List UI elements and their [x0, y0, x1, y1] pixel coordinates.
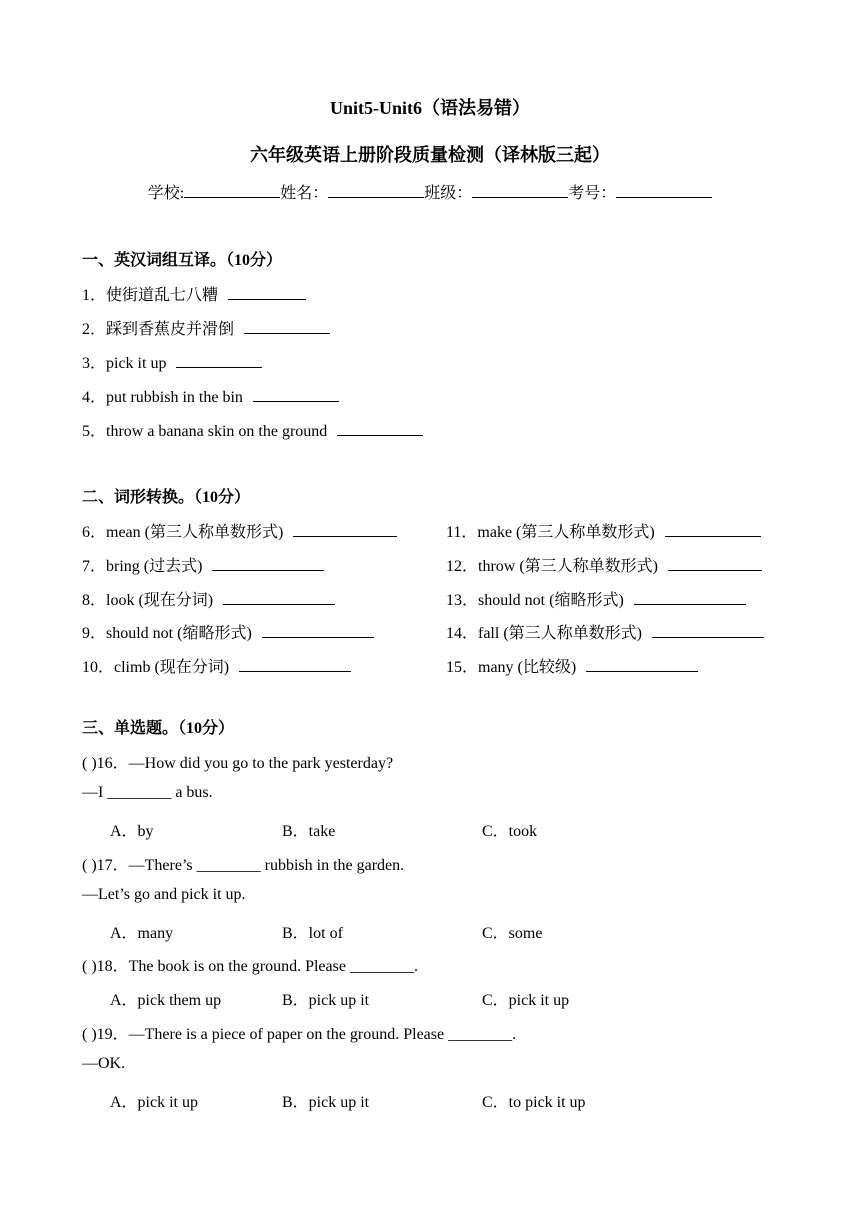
- list-item: [446, 553, 762, 576]
- school-label: 学校:: [147, 185, 185, 202]
- option-c[interactable]: C．pick it up: [482, 992, 570, 1009]
- answer-blank[interactable]: [634, 589, 746, 605]
- option-a[interactable]: A．pick it up: [110, 1094, 198, 1111]
- answer-blank[interactable]: [293, 521, 397, 537]
- answer-blank[interactable]: [176, 352, 262, 368]
- option-c[interactable]: C．to pick it up: [482, 1094, 586, 1111]
- list-item: [82, 418, 423, 441]
- item-text: 12．throw (第三人称单数形式): [446, 558, 658, 575]
- list-item: [82, 519, 397, 542]
- item-text: 6．mean (第三人称单数形式): [82, 524, 284, 541]
- item-text: 1．使街道乱七八糟: [82, 287, 219, 304]
- item-text: 7．bring (过去式): [82, 558, 203, 575]
- question-18-stem: ( )18．The book is on the ground. Please ________.: [82, 958, 418, 975]
- question-19-line2: —OK.: [82, 1055, 126, 1072]
- item-text: 4．put rubbish in the bin: [82, 389, 243, 406]
- item-text: 10．climb (现在分词): [82, 659, 230, 676]
- answer-blank[interactable]: [337, 420, 423, 436]
- answer-blank[interactable]: [244, 318, 330, 334]
- option-c[interactable]: C．some: [482, 925, 543, 942]
- item-text: 8．look (现在分词): [82, 592, 214, 609]
- option-b[interactable]: B．take: [282, 823, 336, 840]
- item-text: 2．踩到香蕉皮并滑倒: [82, 321, 235, 338]
- section3-heading: 三、单选题。（10分）: [82, 720, 235, 737]
- option-b[interactable]: B．pick up it: [282, 992, 370, 1009]
- item-text: 9．should not (缩略形式): [82, 625, 252, 642]
- class-blank[interactable]: [472, 181, 568, 198]
- list-item: [82, 553, 324, 576]
- question-16-line2: —I ________ a bus.: [82, 784, 213, 801]
- name-label: 姓名：: [280, 185, 329, 202]
- answer-blank[interactable]: [668, 555, 762, 571]
- item-text: 14．fall (第三人称单数形式): [446, 625, 642, 642]
- list-item: [446, 620, 764, 643]
- list-item: [82, 384, 339, 407]
- answer-blank[interactable]: [212, 555, 324, 571]
- answer-blank[interactable]: [228, 284, 306, 300]
- name-blank[interactable]: [328, 181, 424, 198]
- item-text: 5．throw a banana skin on the ground: [82, 423, 328, 440]
- option-a[interactable]: A．by: [110, 823, 154, 840]
- answer-blank[interactable]: [253, 386, 339, 402]
- item-text: 15．many (比较级): [446, 659, 577, 676]
- item-text: 13．should not (缩略形式): [446, 592, 624, 609]
- question-17-stem: ( )17．—There’s ________ rubbish in the garden.: [82, 857, 405, 874]
- question-17-line2: —Let’s go and pick it up.: [82, 886, 246, 903]
- section1-heading: 一、英汉词组互译。（10分）: [82, 252, 283, 269]
- list-item: [82, 282, 306, 305]
- section2-heading: 二、词形转换。（10分）: [82, 489, 251, 506]
- answer-blank[interactable]: [262, 622, 374, 638]
- item-text: 11．make (第三人称单数形式): [446, 524, 655, 541]
- answer-blank[interactable]: [223, 589, 335, 605]
- list-item: [446, 519, 761, 542]
- student-info-row: [0, 180, 860, 203]
- option-c[interactable]: C．took: [482, 823, 538, 840]
- list-item: [82, 620, 374, 643]
- option-b[interactable]: B．pick up it: [282, 1094, 370, 1111]
- item-text: 3．pick it up: [82, 355, 167, 372]
- option-b[interactable]: B．lot of: [282, 925, 343, 942]
- number-label: 考号：: [568, 185, 617, 202]
- option-a[interactable]: A．pick them up: [110, 992, 222, 1009]
- answer-blank[interactable]: [586, 656, 698, 672]
- answer-blank[interactable]: [652, 622, 764, 638]
- school-blank[interactable]: [184, 181, 280, 198]
- class-label: 班级：: [424, 185, 473, 202]
- option-a[interactable]: A．many: [110, 925, 174, 942]
- question-16-stem: ( )16．—How did you go to the park yesterday?: [82, 755, 394, 772]
- sub-title: 六年级英语上册阶段质量检测（译林版三起）: [250, 145, 610, 165]
- list-item: [82, 587, 335, 610]
- list-item: [82, 316, 330, 339]
- list-item: [446, 654, 698, 677]
- list-item: [446, 587, 746, 610]
- answer-blank[interactable]: [665, 521, 761, 537]
- answer-blank[interactable]: [239, 656, 351, 672]
- main-title: Unit5-Unit6（语法易错）: [329, 98, 530, 118]
- list-item: [82, 350, 262, 373]
- number-blank[interactable]: [616, 181, 712, 198]
- question-19-stem: ( )19．—There is a piece of paper on the ground. Please ________.: [82, 1026, 517, 1043]
- list-item: [82, 654, 351, 677]
